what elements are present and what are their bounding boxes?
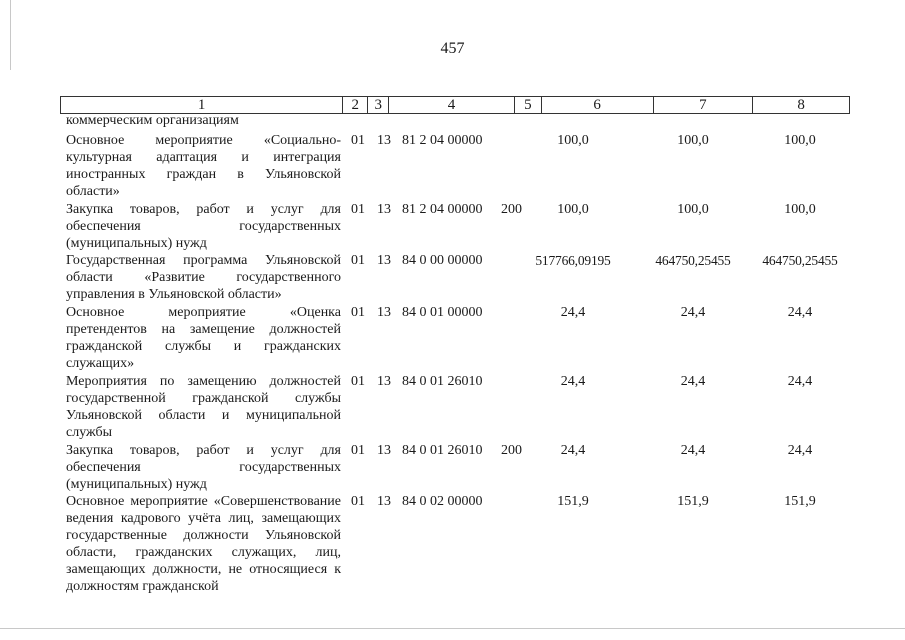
row-csr: 84 0 01 00000 (402, 305, 483, 320)
row-pr: 13 (377, 133, 391, 148)
table-header-row (60, 96, 850, 114)
scan-edge-line (0, 628, 905, 629)
row-amount-col8: 464750,25455 (762, 253, 838, 268)
row-amount-col6: 24,4 (560, 305, 586, 320)
row-rz: 01 (351, 253, 365, 268)
row-csr: 84 0 01 26010 (402, 443, 483, 458)
row-name: Основное мероприятие «Совершенствование ведения кадрового учёта лиц, замещающих государственные должности Ульяновской области, гражданских служащих, лиц, замещающих должности, не относящиеся к должностям гражданской (66, 494, 341, 594)
row-name: Закупка товаров, работ и услуг для обеспечения государственных (муниципальных) нужд (66, 202, 341, 251)
row-vr: 200 (501, 443, 522, 458)
row-rz: 01 (351, 133, 365, 148)
header-col-4: 4 (389, 97, 515, 113)
header-col-8: 8 (797, 97, 805, 113)
row-vr: 200 (501, 202, 522, 217)
row-rz: 01 (351, 305, 365, 320)
row-amount-col7: 464750,25455 (655, 253, 731, 268)
row-pr: 13 (377, 374, 391, 389)
row-rz: 01 (351, 443, 365, 458)
row-csr: 84 0 02 00000 (402, 494, 483, 509)
row-name: Мероприятия по замещению должностей государственной гражданской службы Ульяновской области и муниципальной службы (66, 374, 341, 440)
header-col-1: 1 (61, 97, 343, 113)
row-csr: 81 2 04 00000 (402, 202, 483, 217)
header-col-5: 5 (515, 97, 542, 113)
row-csr: 84 0 00 00000 (402, 253, 483, 268)
row-amount-col8: 151,9 (784, 494, 816, 509)
row-amount-col7: 24,4 (680, 443, 706, 458)
row-pr: 13 (377, 443, 391, 458)
row-csr: 81 2 04 00000 (402, 133, 483, 148)
page-number: 457 (440, 40, 465, 57)
row-amount-col7: 100,0 (677, 133, 709, 148)
row-amount-col6: 151,9 (557, 494, 589, 509)
row-amount-col6: 24,4 (560, 443, 586, 458)
row-amount-col7: 24,4 (680, 374, 706, 389)
row-amount-col8: 100,0 (784, 202, 816, 217)
row-name: Закупка товаров, работ и услуг для обеспечения государственных (муниципальных) нужд (66, 443, 341, 492)
header-col-6: 6 (542, 97, 654, 113)
row-amount-col8: 24,4 (787, 374, 813, 389)
row-csr: 84 0 01 26010 (402, 374, 483, 389)
row-rz: 01 (351, 494, 365, 509)
scan-edge-line (10, 0, 11, 70)
row-amount-col8: 24,4 (787, 443, 813, 458)
row-amount-col6: 100,0 (557, 202, 589, 217)
row-pr: 13 (377, 494, 391, 509)
row-pr: 13 (377, 305, 391, 320)
row-pr: 13 (377, 202, 391, 217)
row-amount-col8: 100,0 (784, 133, 816, 148)
row-rz: 01 (351, 374, 365, 389)
row-name: Основное мероприятие «Социально-культурная адаптация и интеграция иностранных граждан в Ульяновской области» (66, 133, 341, 199)
row-amount-col8: 24,4 (787, 305, 813, 320)
row-name: Основное мероприятие «Оценка претендентов на замещение должностей гражданской службы и гражданских служащих» (66, 305, 341, 371)
row-amount-col7: 24,4 (680, 305, 706, 320)
row-amount-col6: 24,4 (560, 374, 586, 389)
row-amount-col6: 100,0 (557, 133, 589, 148)
row-name: Государственная программа Ульяновской области «Развитие государственного управления в Ульяновской области» (66, 253, 341, 302)
row-amount-col6: 517766,09195 (535, 253, 611, 268)
header-col-3: 3 (368, 97, 389, 113)
row-rz: 01 (351, 202, 365, 217)
row-amount-col7: 151,9 (677, 494, 709, 509)
row-amount-col7: 100,0 (677, 202, 709, 217)
continuation-text: коммерческим организациям (66, 113, 239, 128)
header-col-2: 2 (343, 97, 368, 113)
row-pr: 13 (377, 253, 391, 268)
header-col-7: 7 (654, 97, 754, 113)
